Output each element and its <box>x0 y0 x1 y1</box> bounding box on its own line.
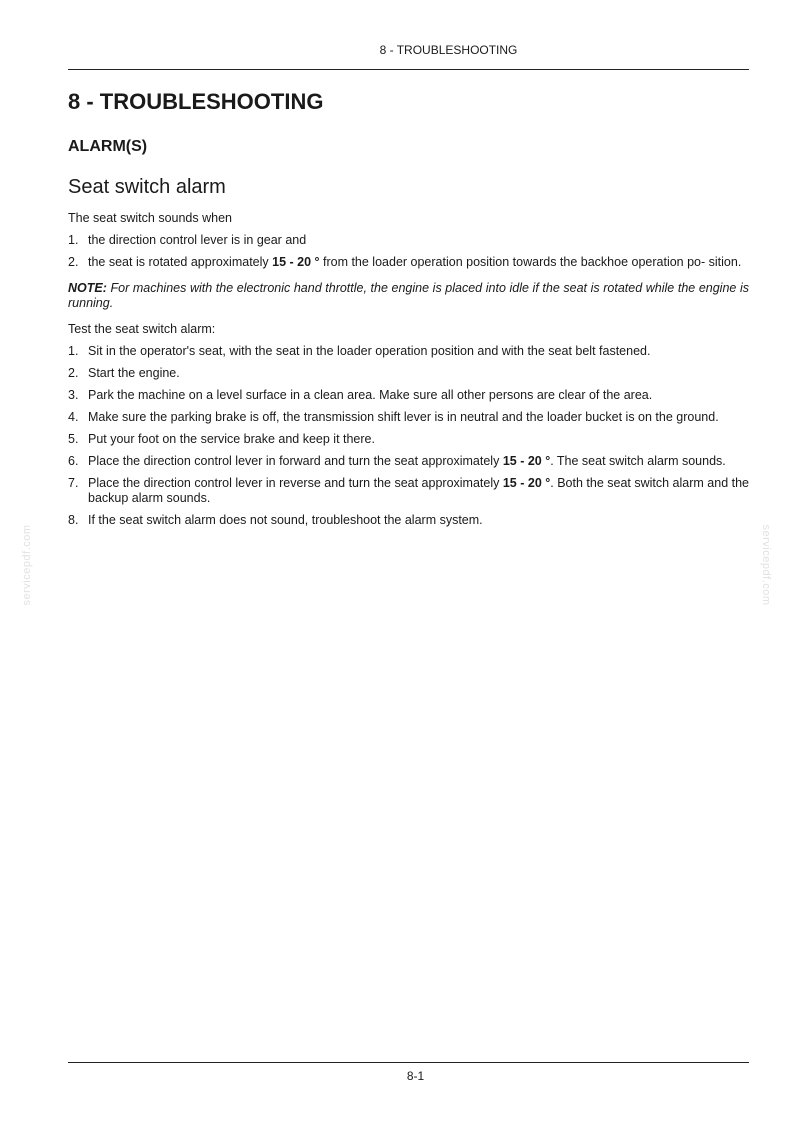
list-text: Place the direction control lever in forward and turn the seat approximately <box>88 454 503 468</box>
running-header: 8 - TROUBLESHOOTING <box>379 43 518 57</box>
list-text: Start the engine. <box>88 366 180 380</box>
list-item <box>68 344 749 359</box>
intro-text: The seat switch sounds when <box>68 211 232 225</box>
list-text: from the loader operation position towards the backhoe operation po- sition. <box>319 255 742 269</box>
list-text: Make sure the parking brake is off, the transmission shift lever is in neutral and the loader bucket is on the ground. <box>88 410 719 424</box>
list-text: the direction control lever is in gear and <box>88 233 307 247</box>
list-text: Sit in the operator's seat, with the seat in the loader operation position and with the seat belt fastened. <box>88 344 651 358</box>
list-item <box>68 255 749 270</box>
list-text: Put your foot on the service brake and keep it there. <box>88 432 375 446</box>
conditions-list <box>68 233 749 270</box>
list-text: the seat is rotated approximately <box>88 255 273 269</box>
list-item <box>68 233 749 248</box>
list-item <box>68 432 749 447</box>
list-text: . Both the seat switch alarm and the backup alarm sounds. <box>88 476 749 505</box>
list-number: 4. <box>68 410 79 424</box>
note <box>68 281 749 311</box>
angle-value: 15 - 20 ° <box>502 476 551 490</box>
angle-value: 15 - 20 ° <box>502 454 551 468</box>
list-text: Place the direction control lever in reverse and turn the seat approximately <box>88 476 503 490</box>
list-item <box>68 366 749 381</box>
list-number: 6. <box>68 454 79 468</box>
watermark-left: servicepdf.com <box>21 524 33 606</box>
note-label: NOTE: <box>68 281 107 295</box>
list-number: 5. <box>68 432 79 446</box>
list-item <box>68 410 749 425</box>
list-number: 2. <box>68 255 79 269</box>
list-item <box>68 388 749 403</box>
angle-value: 15 - 20 ° <box>272 255 320 269</box>
topic-title: Seat switch alarm <box>68 176 226 198</box>
list-item <box>68 454 749 469</box>
list-number: 1. <box>68 233 79 247</box>
watermark-right: servicepdf.com <box>760 524 772 606</box>
list-text: Park the machine on a level surface in a clean area. Make sure all other persons are clear of the area. <box>88 388 653 402</box>
page-content <box>68 88 749 528</box>
header-rule <box>68 69 749 70</box>
test-intro: Test the seat switch alarm: <box>68 322 216 336</box>
list-number: 8. <box>68 513 79 527</box>
list-number: 2. <box>68 366 79 380</box>
page-number: 8-1 <box>406 1069 425 1083</box>
list-number: 1. <box>68 344 79 358</box>
list-item <box>68 476 749 506</box>
note-text: For machines with the electronic hand throttle, the engine is placed into idle if the seat is rotated while the engine is running. <box>68 281 749 310</box>
chapter-title: 8 - TROUBLESHOOTING <box>68 89 324 114</box>
list-number: 3. <box>68 388 79 402</box>
list-text: If the seat switch alarm does not sound, troubleshoot the alarm system. <box>88 513 483 527</box>
footer-rule <box>68 1062 749 1063</box>
list-item <box>68 513 749 528</box>
section-title: ALARM(S) <box>68 138 148 155</box>
list-text: . The seat switch alarm sounds. <box>550 454 726 468</box>
steps-list <box>68 344 749 528</box>
list-number: 7. <box>68 476 79 490</box>
